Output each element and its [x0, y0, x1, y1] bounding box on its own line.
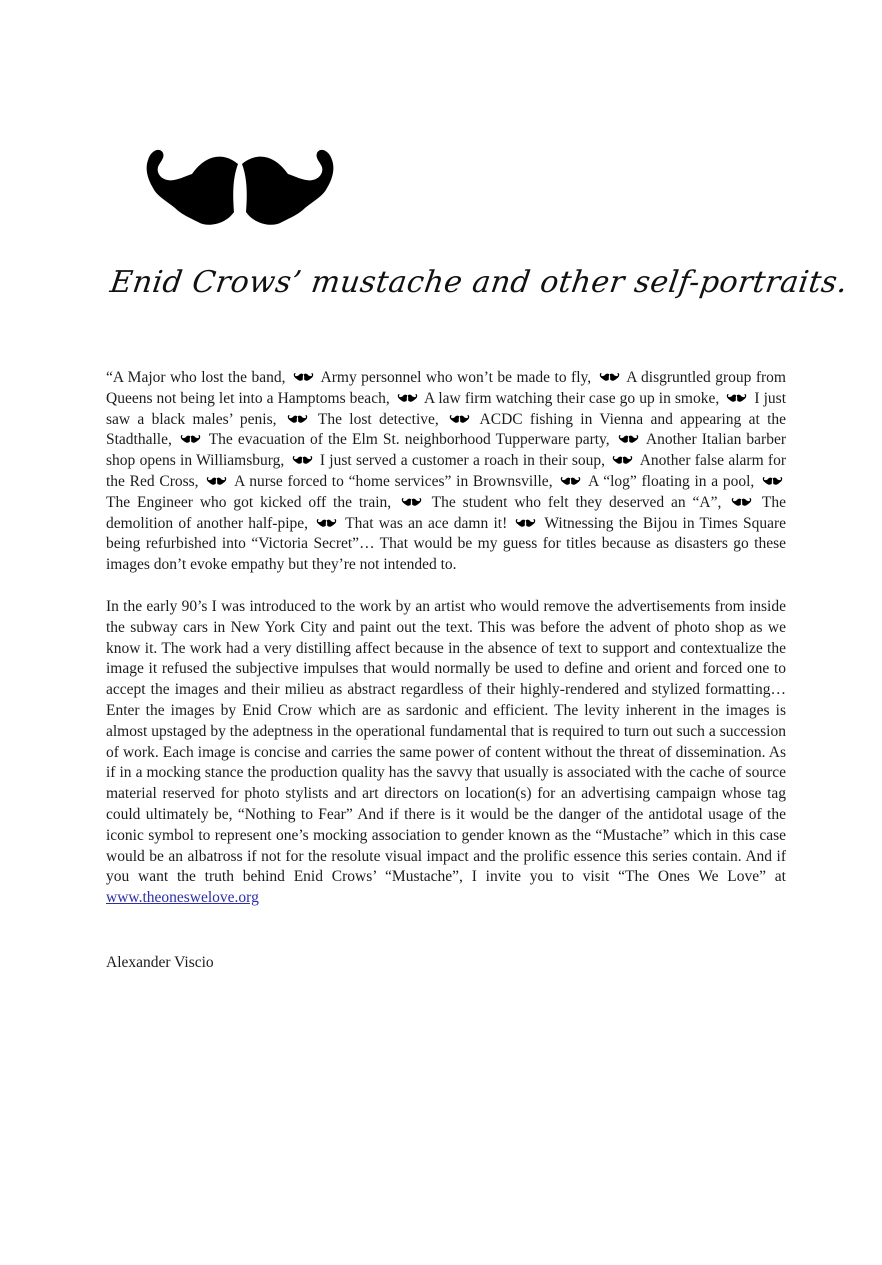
mustache-icon: [314, 517, 339, 528]
mustache-icon: [610, 454, 635, 465]
website-link[interactable]: www.theoneswelove.org: [106, 889, 259, 907]
text-run: Army personnel who won’t be made to fly,: [316, 369, 596, 386]
text-run: Witnessing the Bijou in Times Square being refurbished into “Victoria Secret”… That would be my guess for titles because as disasters go these images don’t evoke empathy but they’re not intended to.: [106, 514, 786, 574]
mustache-icon: [285, 413, 310, 424]
text-run: The student who felt they deserved an “A”,: [425, 493, 729, 511]
text-run: That was an ace damn it!: [340, 514, 513, 532]
mustache-icon: [729, 496, 754, 507]
mustache-icon: [760, 475, 785, 486]
mustache-icon: [597, 371, 622, 382]
text-run: In the early 90’s I was introduced to the work by an artist who would remove the advertisements from inside the subway cars in New York City and paint out the text. This was before the advent of photo shop as we know it. The work had a very distilling affect because in the absence of text to support and contextualize the image it refused the subjective impulses that would normally be used to define and orient and forced one to accept the images and their milieu as abstract regardless of their highly-rendered and stylized formatting…Enter the images by Enid Crow which are as sardonic and efficient. The levity inherent in the images is almost upstaged by the adeptness in the operational fundamental that is required to turn out such a succession of work. Each image is concise and carries the same power of content without the threat of dissemination. As if in a mocking stance the production quality has the savvy that usually is associated with the cache of source material reserved for photo stylists and art directors on location(s) for an advertising campaign whose tag could ultimately be, “Nothing to Fear” And if there is it would be the danger of the antidotal usage of the iconic symbol to represent one’s mocking association to gender known as the “Mustache” which in this case would be an albatross if not for the resolute visual impact and the prolific essence this series contain. And if you want the truth behind Enid Crows’ “Mustache”, I invite you to visit “The Ones We Love” at: [106, 597, 786, 886]
text-run: ACDC fishing in Vienna and appearing at the Stadthalle,: [106, 410, 787, 449]
text-run: A nurse forced to “home services” in Brownsville,: [230, 472, 558, 490]
mustache-icon: [178, 433, 203, 444]
mustache-icon: [290, 454, 315, 465]
text-run: The demolition of another half-pipe,: [106, 493, 786, 532]
text-run: I just served a customer a roach in their soup,: [315, 452, 610, 470]
signature: Alexander Viscio: [106, 953, 214, 971]
mustache-icon: [291, 371, 316, 382]
text-run: The Engineer who got kicked off the train,: [106, 493, 399, 511]
text-run: A law firm watching their case go up in smoke,: [420, 389, 724, 407]
text-run: The evacuation of the Elm St. neighborhood Tupperware party,: [203, 431, 615, 449]
mustache-icon: [204, 475, 229, 486]
mustache-logo-icon: [120, 133, 360, 235]
mustache-icon: [399, 496, 424, 507]
text-run: I just saw a black males’ penis,: [106, 389, 786, 428]
text-run: A “log” floating in a pool,: [584, 472, 759, 490]
mustache-icon: [558, 475, 583, 486]
mustache-icon: [513, 517, 538, 528]
paragraph-titles-list: [106, 368, 786, 576]
text-run: A disgruntled group from Queens not being let into a Hamptoms beach,: [106, 369, 786, 407]
mustache-icon: [395, 392, 420, 403]
page-title: Enid Crows’ mustache and other self-portraits.: [108, 265, 850, 300]
document-page: [106, 0, 850, 974]
mustache-icon: [616, 433, 641, 444]
text-run: “A Major who lost the band,: [106, 369, 290, 386]
mustache-icon: [447, 413, 472, 424]
text-run: Another false alarm for the Red Cross,: [106, 452, 786, 490]
text-run: The lost detective,: [310, 410, 447, 428]
paragraph-essay: [106, 597, 786, 909]
text-run: Another Italian barber shop opens in Williamsburg,: [106, 431, 786, 470]
mustache-icon: [724, 392, 749, 403]
